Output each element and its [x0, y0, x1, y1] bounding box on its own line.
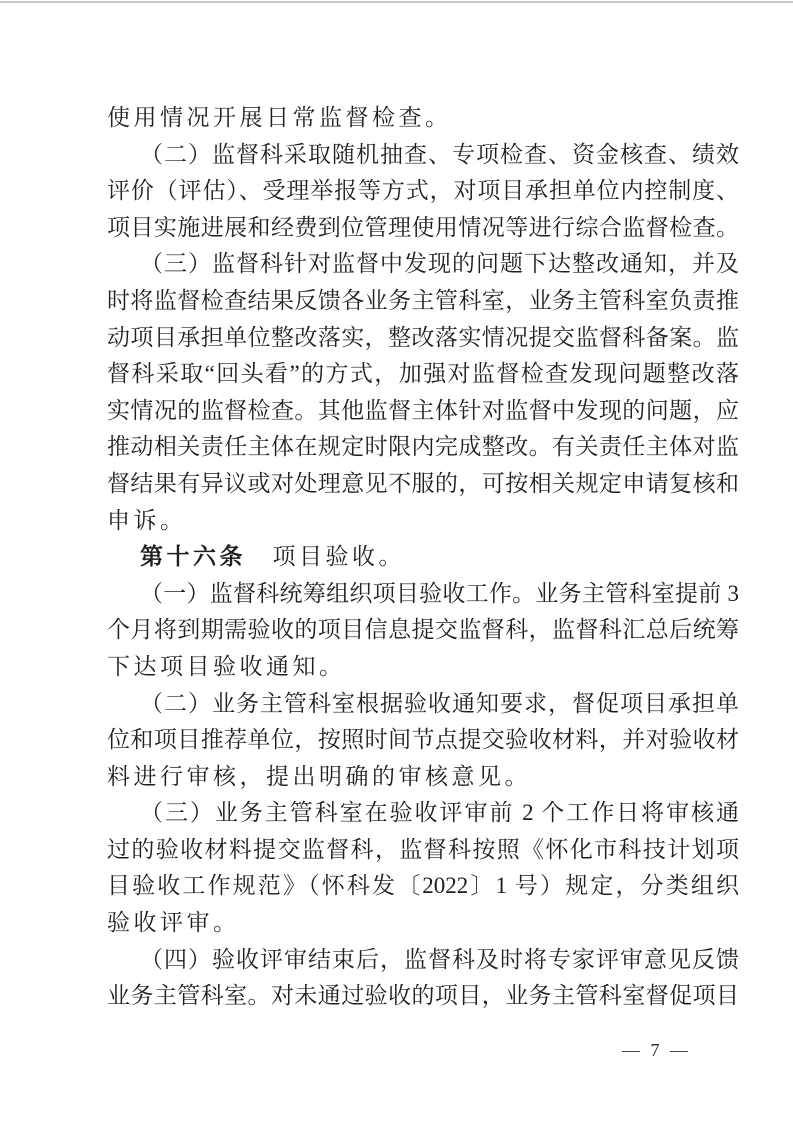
text-line: 位和项目推荐单位，按照时间节点提交验收材料，并对验收材 — [107, 727, 739, 753]
article-heading — [107, 539, 739, 576]
text-line: 申诉。 — [107, 507, 187, 533]
document-body — [107, 100, 739, 1015]
text-line: 料进行审核，提出明确的审核意见。 — [107, 763, 531, 789]
text-line: 动项目承担单位整改落实，整改落实情况提交监督科备案。监 — [107, 324, 739, 350]
text-line: （四）验收评审结束后，监督科及时将专家评审意见反馈 — [140, 946, 739, 972]
article-title: 项目验收。 — [246, 544, 405, 570]
text-line: 督结果有异议或对处理意见不服的，可按相关规定申请复核和 — [107, 470, 739, 496]
text-line: 目验收工作规范》（怀科发〔2022〕1 号）规定，分类组织 — [107, 873, 739, 899]
text-line: （一）监督科统筹组织项目验收工作。业务主管科室提前 3 — [140, 580, 739, 606]
text-line: 时将监督检查结果反馈各业务主管科室，业务主管科室负责推 — [107, 287, 739, 313]
text-line: 个月将到期需验收的项目信息提交监督科，监督科汇总后统筹 — [107, 617, 739, 643]
text-line: 业务主管科室。对未通过验收的项目，业务主管科室督促项目 — [107, 983, 739, 1009]
text-line: 实情况的监督检查。其他监督主体针对监督中发现的问题，应 — [107, 397, 739, 423]
text-line: 项目实施进展和经费到位管理使用情况等进行综合监督检查。 — [107, 214, 739, 240]
text-line: 评价（评估）、受理举报等方式，对项目承担单位内控制度、 — [107, 178, 739, 204]
text-line: 推动相关责任主体在规定时限内完成整改。有关责任主体对监 — [107, 434, 739, 460]
text-line: 督科采取“回头看”的方式，加强对监督检查发现问题整改落 — [107, 361, 739, 387]
text-line: 使用情况开展日常监督检查。 — [107, 105, 452, 130]
text-line: （二）业务主管科室根据验收通知要求，督促项目承担单 — [140, 690, 739, 716]
text-line: 下达项目验收通知。 — [107, 653, 346, 679]
page-number: — 7 — — [622, 1040, 691, 1060]
text-line: （三）监督科针对监督中发现的问题下达整改通知，并及 — [140, 251, 739, 277]
text-line: （三）业务主管科室在验收评审前 2 个工作日将审核通 — [140, 800, 739, 826]
text-line: 过的验收材料提交监督科，监督科按照《怀化市科技计划项 — [107, 836, 739, 862]
article-number: 第十六条 — [140, 544, 246, 570]
scan-edge-top — [0, 1, 793, 3]
text-line: （二）监督科采取随机抽查、专项检查、资金核查、绩效 — [140, 141, 739, 167]
text-line: 验收评审。 — [107, 910, 240, 936]
